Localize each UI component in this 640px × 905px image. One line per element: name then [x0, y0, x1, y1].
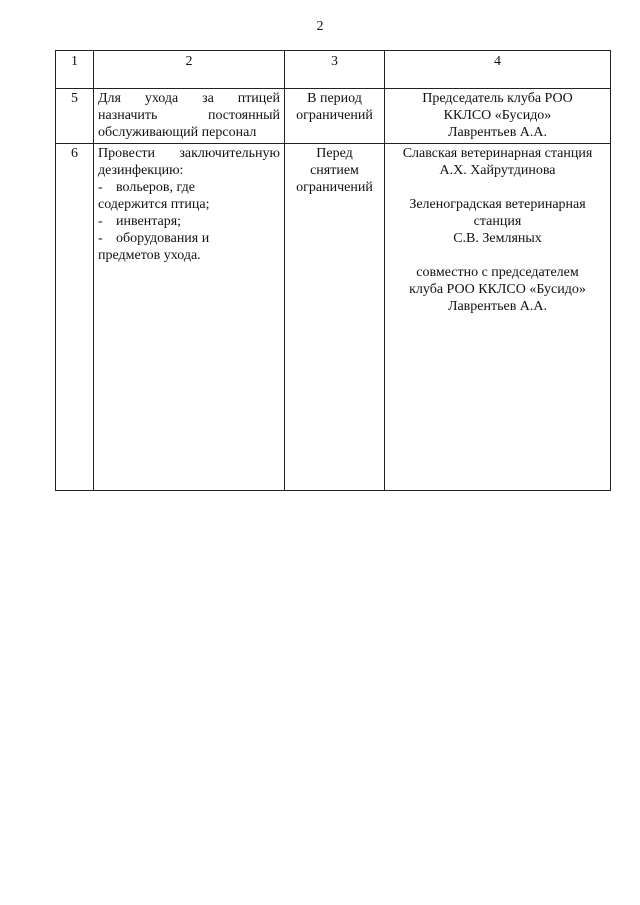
responsible-line: совместно с председателем [416, 265, 579, 280]
header-cell-1: 1 [56, 51, 94, 89]
action-cell [94, 144, 285, 491]
action-line: обслуживающий персонал [98, 125, 257, 140]
bullet-text: вольеров, где [116, 180, 195, 195]
bullet-text: оборудования и [116, 231, 210, 246]
responsible-line: Председатель клуба РОО [422, 91, 573, 106]
action-line: Для ухода за птицей [98, 91, 280, 106]
term-line: Перед [316, 146, 353, 161]
term-line: ограничений [296, 108, 373, 123]
table-header-row [56, 51, 611, 89]
responsible-line: ККЛСО «Бусидо» [443, 108, 552, 123]
responsible-line: Славская ветеринарная станция [402, 146, 593, 161]
header-cell-2: 2 [94, 51, 285, 89]
action-cell [94, 89, 285, 144]
table-row [56, 144, 611, 491]
bullet-text-continued: предметов ухода. [98, 248, 201, 263]
header-cell-4: 4 [385, 51, 611, 89]
action-line: дезинфекцию: [98, 163, 184, 178]
term-cell [285, 144, 385, 491]
responsible-cell [385, 144, 611, 491]
spacer [389, 179, 606, 196]
term-line: В период [307, 91, 362, 106]
bullet-item [98, 213, 280, 230]
term-line: снятием [310, 163, 359, 178]
header-cell-3: 3 [285, 51, 385, 89]
bullet-item [98, 230, 280, 247]
responsible-line: А.Х. Хайрутдинова [439, 163, 556, 178]
responsible-line: Зеленоградская ветеринарная [409, 197, 586, 212]
responsible-line: станция [473, 214, 522, 229]
responsible-line: Лаврентьев А.А. [447, 125, 548, 140]
responsible-line: клуба РОО ККЛСО «Бусидо» [409, 282, 586, 297]
action-line: назначить постоянный [98, 108, 280, 123]
responsible-line: Лаврентьев А.А. [447, 299, 548, 314]
bullet-mark: - [98, 231, 103, 246]
bullet-item [98, 179, 280, 196]
bullet-mark: - [98, 214, 103, 229]
term-line: ограничений [296, 180, 373, 195]
responsible-line: С.В. Земляных [453, 231, 542, 246]
spacer [389, 247, 606, 264]
measures-table [55, 50, 611, 491]
page-number: 2 [316, 19, 324, 34]
table-row [56, 89, 611, 144]
responsible-cell [385, 89, 611, 144]
row-number: 6 [56, 144, 94, 491]
bullet-mark: - [98, 180, 103, 195]
term-cell [285, 89, 385, 144]
row-number: 5 [56, 89, 94, 144]
action-line: Провести заключительную [98, 146, 280, 161]
bullet-text: инвентаря; [116, 214, 182, 229]
bullet-text-continued: содержится птица; [98, 197, 210, 212]
